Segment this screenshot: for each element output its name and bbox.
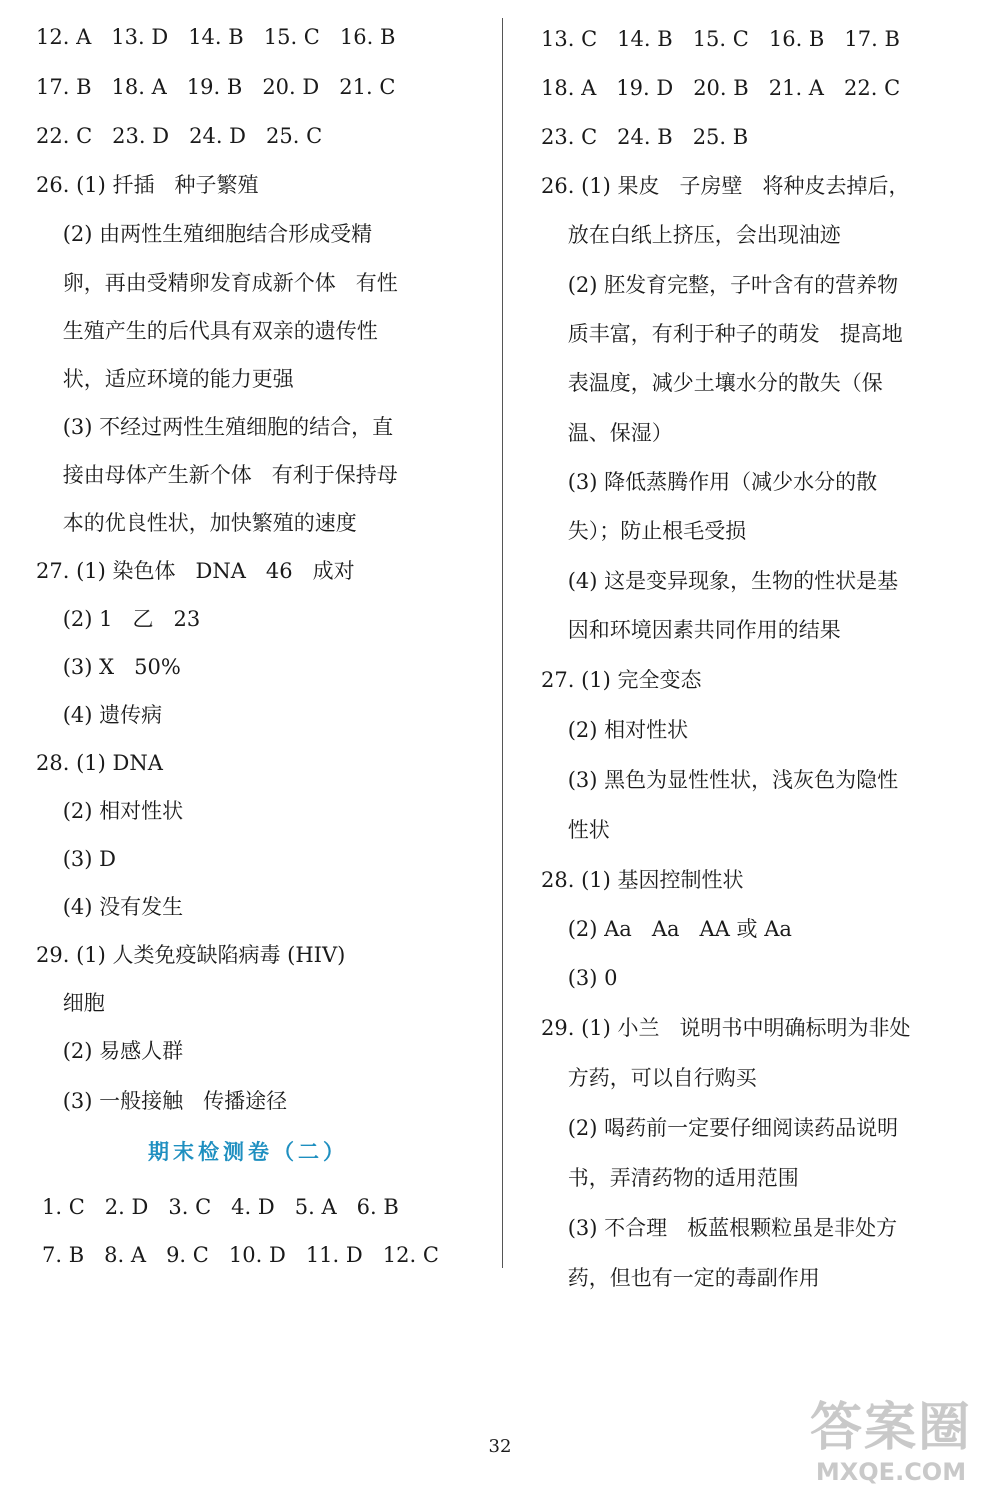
answer-line: 生殖产生的后代具有双亲的遗传性 — [36, 319, 378, 343]
answer-line: (2) 喝药前一定要仔细阅读药品说明 — [541, 1116, 899, 1140]
watermark-logo — [796, 1398, 986, 1494]
answer-line: (2) 胚发育完整，子叶含有的营养物 — [541, 273, 899, 297]
answer-line: 质丰富，有利于种子的萌发 提高地 — [541, 322, 903, 346]
answer-line: 卵，再由受精卵发育成新个体 有性 — [36, 271, 398, 295]
answer-line: 18. A 19. D 20. B 21. A 22. C — [541, 76, 901, 100]
answer-line: (4) 这是变异现象，生物的性状是基 — [541, 569, 899, 593]
answer-line: (2) 相对性状 — [541, 718, 689, 742]
answer-line: (3) 一般接触 传播途径 — [36, 1089, 288, 1113]
watermark-url: MXQE.COM — [815, 1458, 967, 1486]
answer-line: (2) 由两性生殖细胞结合形成受精 — [36, 222, 373, 246]
answer-line: 17. B 18. A 19. B 20. D 21. C — [36, 75, 396, 99]
answer-line: (3) 降低蒸腾作用（减少水分的散 — [541, 470, 878, 494]
page-number: 32 — [488, 1436, 512, 1457]
answer-line: 13. C 14. B 15. C 16. B 17. B — [541, 27, 900, 51]
answer-line: (3) X 50% — [36, 655, 181, 679]
answer-line: 表温度，减少土壤水分的散失（保 — [541, 371, 883, 395]
answer-line: 23. C 24. B 25. B — [541, 125, 749, 149]
answer-line: 28. (1) DNA — [36, 751, 163, 775]
answer-line: 细胞 — [36, 991, 105, 1015]
answer-line: (3) 不合理 板蓝根颗粒虽是非处方 — [541, 1216, 898, 1240]
answer-line: 28. (1) 基因控制性状 — [541, 868, 744, 892]
answer-line: 7. B 8. A 9. C 10. D 11. D 12. C — [42, 1243, 439, 1267]
answer-line: 失）；防止根毛受损 — [541, 519, 747, 543]
answer-line: (3) 不经过两性生殖细胞的结合，直 — [36, 415, 394, 439]
answer-line: 1. C 2. D 3. C 4. D 5. A 6. B — [42, 1195, 399, 1219]
answer-line: 性状 — [541, 818, 610, 842]
answer-line: 26. (1) 扦插 种子繁殖 — [36, 173, 259, 197]
answer-line: (2) Aa Aa AA 或 Aa — [541, 917, 792, 941]
answer-line: 27. (1) 完全变态 — [541, 668, 702, 692]
answer-line: 26. (1) 果皮 子房壁 将种皮去掉后， — [541, 174, 910, 198]
answer-line: (4) 遗传病 — [36, 703, 163, 727]
answer-line: 放在白纸上挤压，会出现油迹 — [541, 223, 841, 247]
answer-line: (3) 黑色为显性性状，浅灰色为隐性 — [541, 768, 899, 792]
answer-line: (3) D — [36, 847, 116, 871]
column-divider — [502, 18, 503, 1268]
answer-line: (4) 没有发生 — [36, 895, 184, 919]
answer-line: 因和环境因素共同作用的结果 — [541, 618, 841, 642]
watermark-main: 答案圈 — [809, 1398, 972, 1458]
section-title: 期末检测卷（二） — [148, 1139, 348, 1164]
answer-line: (2) 相对性状 — [36, 799, 184, 823]
answer-line: 22. C 23. D 24. D 25. C — [36, 124, 323, 148]
answer-line: 本的优良性状，加快繁殖的速度 — [36, 511, 357, 535]
answer-line: 温、保湿） — [541, 421, 673, 445]
answer-line: (2) 1 乙 23 — [36, 607, 201, 631]
answer-line: 29. (1) 人类免疫缺陷病毒 (HIV) — [36, 943, 346, 967]
answer-line: 书，弄清药物的适用范围 — [541, 1166, 799, 1190]
answer-line: 药，但也有一定的毒副作用 — [541, 1266, 820, 1290]
answer-line: 接由母体产生新个体 有利于保持母 — [36, 463, 398, 487]
answer-line: (3) 0 — [541, 966, 618, 990]
answer-line: (2) 易感人群 — [36, 1039, 184, 1063]
answer-line: 方药，可以自行购买 — [541, 1066, 757, 1090]
answer-line: 27. (1) 染色体 DNA 46 成对 — [36, 559, 355, 583]
answer-line: 状，适应环境的能力更强 — [36, 367, 294, 391]
answer-line: 12. A 13. D 14. B 15. C 16. B — [36, 25, 396, 49]
answer-line: 29. (1) 小兰 说明书中明确标明为非处 — [541, 1016, 911, 1040]
